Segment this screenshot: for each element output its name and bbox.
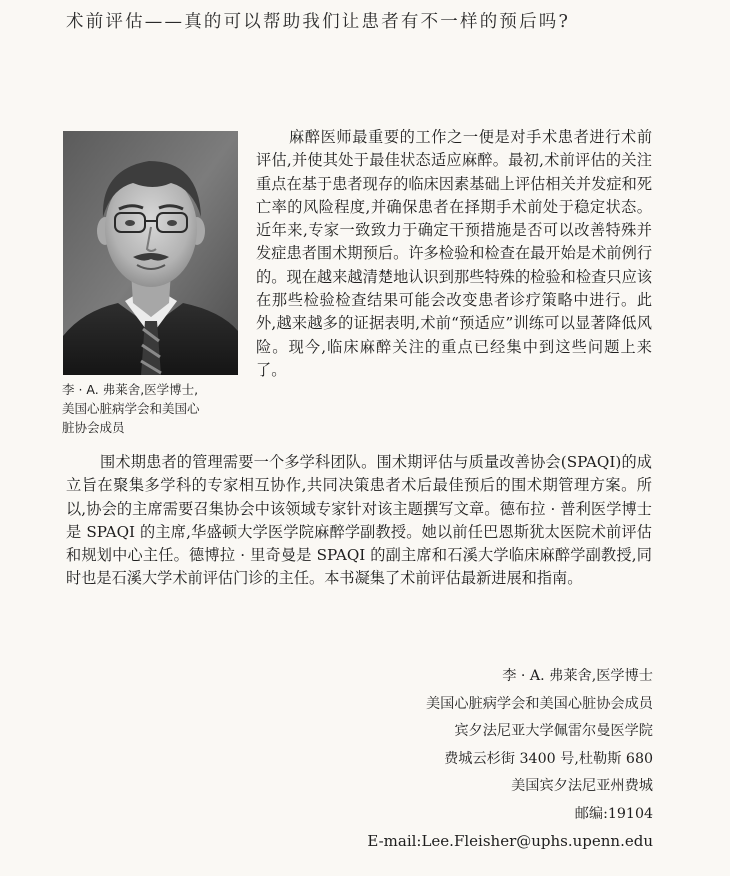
intro-paragraph: 麻醉医师最重要的工作之一便是对手术患者进行术前评估,并使其处于最佳状态适应麻醉。最初,术前评估的关注重点在基于患者现存的临床因素基础上评估相关并发症和死亡率的风险程度,并确保患者在择期手术前处于稳定状态。近年来,专家一致致力于确定干预措施是否可以改善特殊并发症患者围术期预后。许多检验和检查在最开始是术前例行的。现在越来越清楚地认识到那些特殊的检验和检查只应该在那些检验检查结果可能会改变患者诊疗策略中进行。此外,越来越多的证据表明,术前“预适应”训练可以显著降低风险。现今,临床麻醉关注的重点已经集中到这些问题上来了。: [256, 128, 652, 379]
caption-line: 脏协会成员: [62, 420, 125, 435]
signature-name: 李 · A. 弗莱舍,医学博士: [502, 668, 653, 684]
signature-city: 美国宾夕法尼亚州费城: [511, 778, 653, 794]
page-title: 术前评估——真的可以帮助我们让患者有不一样的预后吗?: [66, 12, 571, 32]
caption-line: 美国心脏病学会和美国心: [62, 401, 200, 416]
author-portrait: [63, 131, 238, 375]
signature-postcode: 邮编:19104: [574, 805, 653, 822]
portrait-caption: [62, 380, 252, 437]
author-signature: [367, 663, 653, 856]
signature-membership: 美国心脏病学会和美国心脏协会成员: [425, 695, 653, 712]
signature-email[interactable]: E-mail:Lee.Fleisher@uphs.upenn.edu: [367, 832, 653, 850]
caption-line: 李 · A. 弗莱舍,医学博士,: [62, 382, 199, 397]
signature-institution: 宾夕法尼亚大学佩雷尔曼医学院: [454, 723, 653, 739]
team-paragraph: 围术期患者的管理需要一个多学科团队。围术期评估与质量改善协会(SPAQI)的成立旨在聚集多学科的专家相互协作,共同决策患者术后最佳预后的围术期管理方案。所以,协会的主席需要召集协会中该领域专家针对该主题撰写文章。德布拉 · 普利医学博士是 SPAQI 的主席,华盛顿大学医学院麻醉学副教授。她以前任巴恩斯犹太医院术前评估和规划中心主任。德博拉 · 里奇曼是 SPAQI 的副主席和石溪大学临床麻醉学副教授,同时也是石溪大学术前评估门诊的主任。本书凝集了术前评估最新进展和指南。: [66, 453, 652, 588]
signature-address: 费城云杉街 3400 号,杜勒斯 680: [444, 750, 653, 767]
